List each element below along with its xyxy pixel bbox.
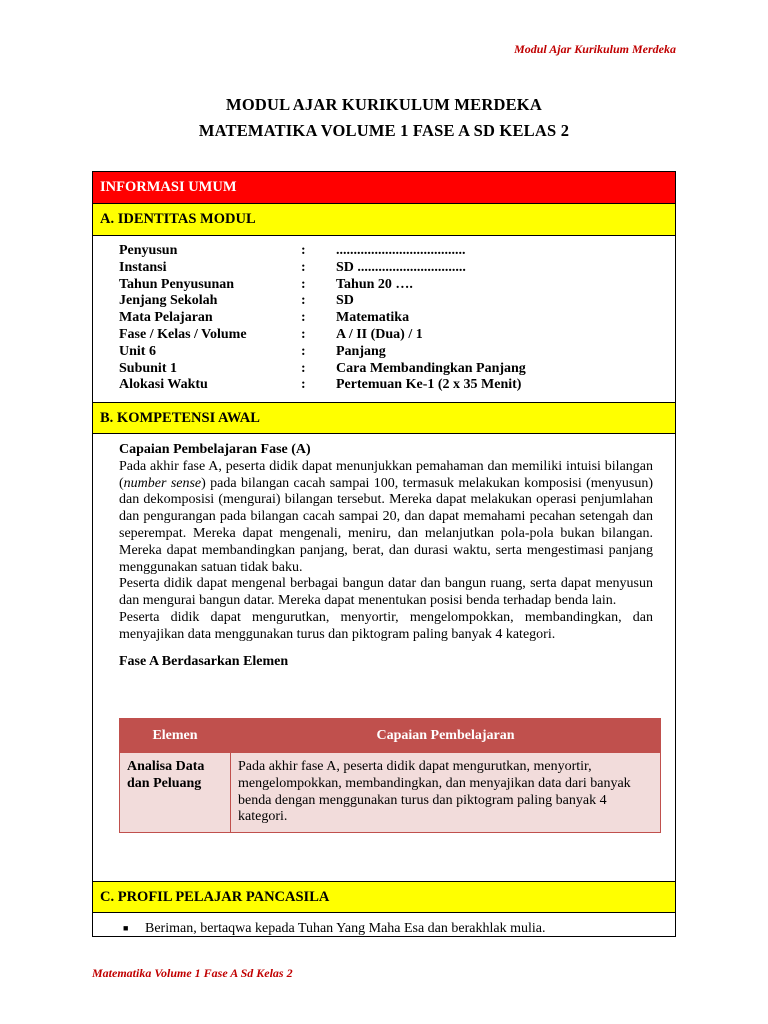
kompetensi-content [119,442,653,670]
document-title: MODUL AJAR KURIKULUM MERDEKA [226,95,542,114]
section-identitas-modul: A. IDENTITAS MODUL [93,204,675,236]
table-cell-elemen: Analisa Data dan Peluang [120,753,231,833]
table-row [120,753,661,833]
module-frame [92,171,676,937]
bullet-icon: ■ [123,923,129,933]
identitas-value: SD ............................... [336,259,466,275]
capaian-paragraph-2: Peserta didik dapat mengenal berbagai bangun datar dan bangun ruang, serta dapat menyusun dan mengurai bangun datar. Mereka dapat menentukan posisi benda terhadap benda lain. [119,576,653,609]
identitas-row [119,243,656,260]
document-subtitle: MATEMATIKA VOLUME 1 FASE A SD KELAS 2 [198,121,570,140]
identitas-label: Mata Pelajaran [119,310,213,326]
identitas-label: Jenjang Sekolah [119,293,218,309]
identitas-label: Instansi [119,259,167,275]
identitas-value: ..................................... [336,243,466,258]
section-kompetensi-awal: B. KOMPETENSI AWAL [93,402,675,434]
identitas-row [119,277,656,294]
identitas-colon: : [301,377,306,393]
running-footer: Matematika Volume 1 Fase A Sd Kelas 2 [92,966,293,980]
identitas-colon: : [301,343,306,359]
capaian-paragraph-3: Peserta didik dapat mengurutkan, menyortir, mengelompokkan, membandingkan, dan menyajikan data menggunakan turus dan piktogram paling banyak 4 kategori. [119,609,653,642]
identitas-value: A / II (Dua) / 1 [336,326,423,342]
identitas-colon: : [301,310,306,326]
identitas-label: Penyusun [119,243,178,258]
identitas-colon: : [301,243,306,258]
identitas-label: Unit 6 [119,343,156,359]
identitas-row [119,260,656,277]
identitas-row [119,293,656,310]
table-cell-capaian: Pada akhir fase A, peserta didik dapat mengurutkan, menyortir, mengelompokkan, membandingkan, dan menyajikan data dari banyak benda dengan menggunakan turus dan piktogram paling banyak 4 kategori. [231,753,661,833]
identitas-colon: : [301,259,306,275]
identitas-colon: : [301,276,306,292]
identitas-label: Alokasi Waktu [119,377,208,393]
section-profil-pelajar: C. PROFIL PELAJAR PANCASILA [93,881,675,913]
capaian-paragraph-1: Pada akhir fase A, peserta didik dapat menunjukkan pemahaman dan memiliki intuisi bilangan (number sense) pada bilangan cacah sampai 100, termasuk melakukan komposisi (menyusun) dan dekomposisi (mengurai) bilangan tersebut. Mereka dapat melakukan operasi penjumlahan dan pengurangan pada bilangan cacah sampai 20, dan dapat memahami pecahan setengah dan seperempat. Mereka dapat mengenali, meniru, dan melanjutkan pola-pola bukan bilangan. Mereka dapat membandingkan panjang, berat, dan durasi waktu, serta mengestimasi panjang menggunakan satuan tidak baku. [119,458,653,575]
elemen-heading: Fase A Berdasarkan Elemen [119,653,289,669]
identitas-label: Subunit 1 [119,360,177,376]
identitas-value: Cara Membandingkan Panjang [336,360,526,376]
identitas-row [119,377,656,394]
identitas-colon: : [301,360,306,376]
identitas-label: Fase / Kelas / Volume [119,326,247,342]
running-header: Modul Ajar Kurikulum Merdeka [514,42,676,56]
identitas-value: Panjang [336,343,386,359]
identitas-row [119,344,656,361]
identitas-value: SD [336,293,354,309]
profil-item-text: Beriman, bertaqwa kepada Tuhan Yang Maha Esa dan berakhlak mulia. [145,921,546,936]
section-informasi-umum: INFORMASI UMUM [93,172,675,204]
table-header-capaian: Capaian Pembelajaran [231,719,661,753]
table-header-elemen: Elemen [120,719,231,753]
identitas-row [119,361,656,378]
capaian-heading: Capaian Pembelajaran Fase (A) [119,442,311,457]
identitas-label: Tahun Penyusunan [119,276,235,292]
identitas-colon: : [301,293,306,309]
identitas-colon: : [301,326,306,342]
identitas-value: Pertemuan Ke-1 (2 x 35 Menit) [336,377,522,393]
identitas-value: Tahun 20 …. [336,276,413,292]
identitas-value: Matematika [336,310,410,326]
identitas-row [119,327,656,344]
identitas-row [119,310,656,327]
list-item [123,920,545,937]
capaian-table [119,718,661,833]
identitas-list [119,243,656,394]
